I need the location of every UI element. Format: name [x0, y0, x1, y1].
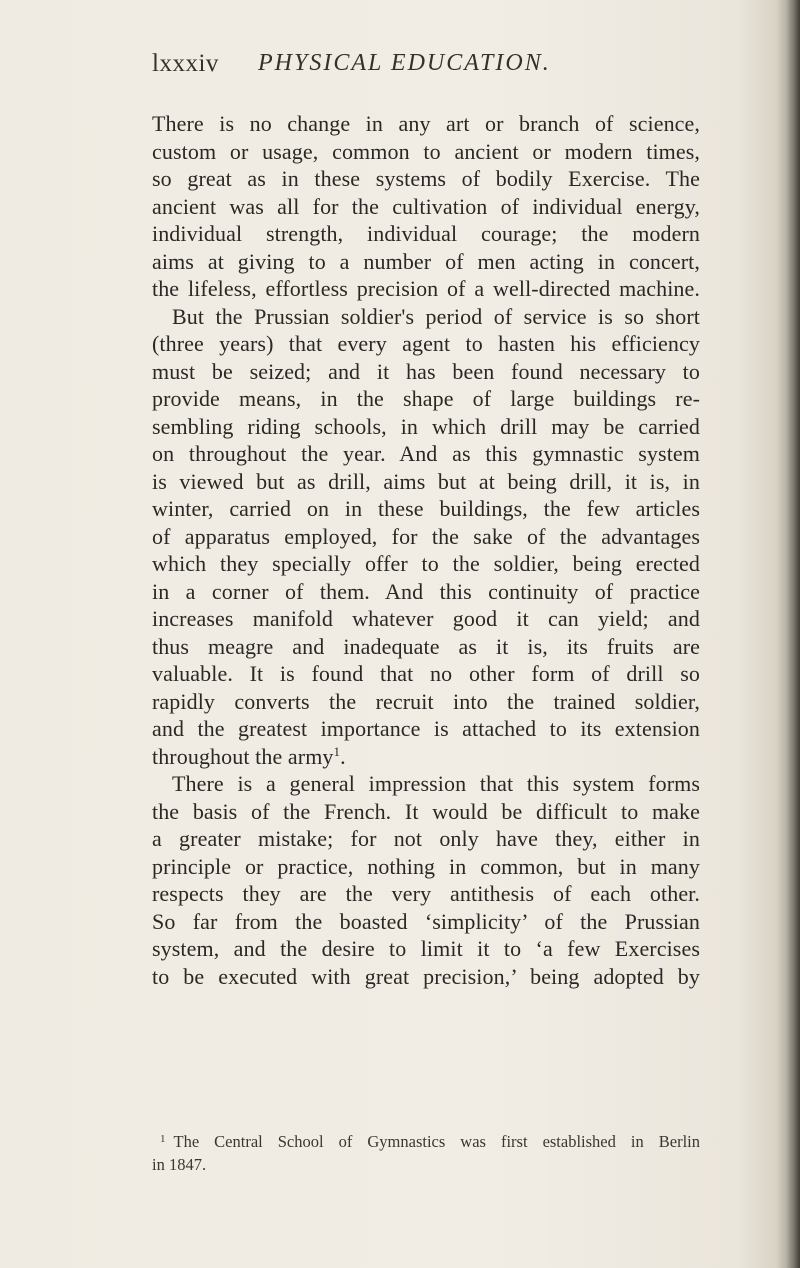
text-line: a greater mistake; for not only have they, either in	[152, 826, 700, 851]
text-line-with-footnote	[152, 743, 700, 771]
page-header	[152, 50, 712, 84]
page-number: lxxxiv	[152, 50, 219, 77]
text-line: of apparatus employed, for the sake of the advantages	[152, 523, 700, 549]
text-line: respects they are the very antithesis of each other.	[152, 881, 700, 906]
text-line: rapidly converts the recruit into the trained soldier,	[152, 688, 700, 714]
text-line: (three years) that every agent to hasten his efficiency	[152, 331, 700, 356]
text-line: winter, carried on in these buildings, the few articles	[152, 496, 700, 521]
text-line: thus meagre and inadequate as it is, its fruits are	[152, 633, 700, 659]
text-line: There is no change in any art or branch of science,	[152, 111, 700, 136]
text-line: ancient was all for the cultivation of individual energy,	[152, 193, 700, 219]
running-title: PHYSICAL EDUCATION.	[258, 50, 551, 76]
footnote-text: The Central School of Gymnastics was first established in Berlin	[173, 1132, 700, 1151]
footnote-reference: 1	[333, 743, 341, 759]
text-line: on throughout the year. And as this gymnastic system	[152, 441, 700, 466]
text-line: throughout the army	[152, 743, 334, 769]
footnotes	[152, 1127, 700, 1177]
footnote-line	[152, 1127, 700, 1152]
text-line: in a corner of them. And this continuity of practice	[152, 578, 700, 604]
text-line: the lifeless, effortless precision of a well-directed machine.	[152, 276, 700, 301]
footnote-marker: 1	[160, 1133, 166, 1145]
text-line: system, and the desire to limit it to ‘a few Exercises	[152, 936, 700, 961]
text-line: the basis of the French. It would be difficult to make	[152, 798, 700, 824]
footnote-line: in 1847.	[152, 1155, 207, 1174]
text-line: valuable. It is found that no other form of drill so	[152, 661, 700, 686]
text-line: There is a general impression that this system forms	[172, 771, 700, 796]
text-line: aims at giving to a number of men acting in concert,	[152, 248, 700, 274]
text-line: increases manifold whatever good it can yield; and	[152, 606, 700, 631]
body-text	[152, 110, 700, 990]
text-line: individual strength, individual courage; the modern	[152, 221, 700, 246]
text-line: sembling riding schools, in which drill may be carried	[152, 413, 700, 439]
text-line: to be executed with great precision,’ being adopted by	[152, 963, 700, 989]
footnote-ref-suffix: .	[340, 743, 346, 769]
text-line: But the Prussian soldier's period of service is so short	[172, 303, 700, 329]
text-line: So far from the boasted ‘simplicity’ of the Prussian	[152, 908, 700, 934]
text-line: provide means, in the shape of large buildings re-	[152, 386, 700, 411]
page-edge-shadow	[786, 0, 800, 1268]
text-line: is viewed but as drill, aims but at being drill, it is, in	[152, 468, 700, 494]
text-line: so great as in these systems of bodily Exercise. The	[152, 166, 700, 191]
text-line: and the greatest importance is attached to its extension	[152, 716, 700, 741]
text-line: custom or usage, common to ancient or modern times,	[152, 138, 700, 164]
text-line: which they specially offer to the soldier, being erected	[152, 551, 700, 576]
text-line: principle or practice, nothing in common, but in many	[152, 853, 700, 879]
text-line: must be seized; and it has been found necessary to	[152, 358, 700, 384]
